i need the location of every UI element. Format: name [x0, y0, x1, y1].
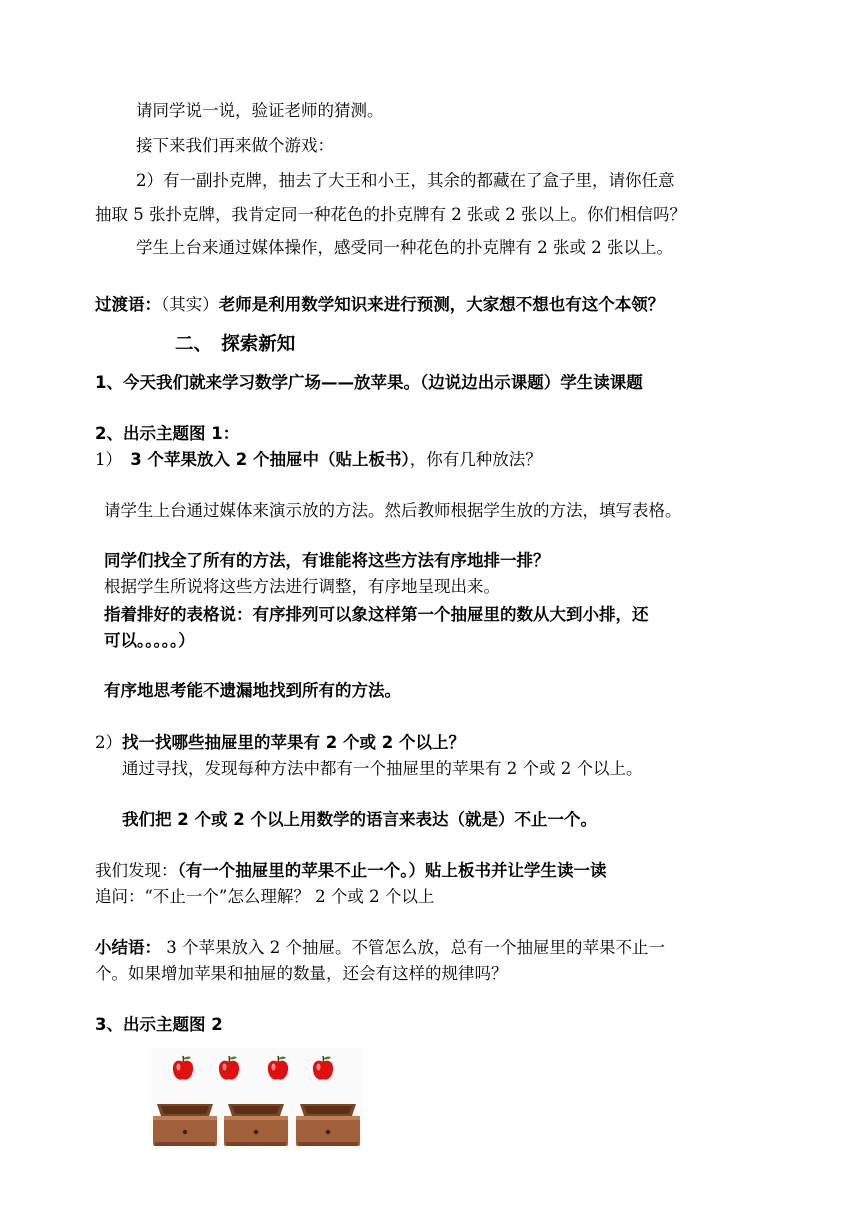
line-find: 通过寻找，发现每种方法中都有一个抽屉里的苹果有 2 个或 2 个以上。 [122, 759, 643, 778]
line-discovery [95, 859, 607, 883]
drawer-icon [296, 1102, 360, 1148]
line-show-figure-1: 2、出示主题图 1： [95, 424, 240, 443]
apple-icon [266, 1054, 290, 1082]
question-2-bold: 找一找哪些抽屉里的苹果有 2 个或 2 个以上？ [122, 733, 465, 752]
line-question-1 [95, 448, 542, 472]
line-verify: 请同学说一说，验证老师的猜测。 [136, 101, 384, 120]
drawer-icon [224, 1102, 288, 1148]
line-question-2 [95, 731, 465, 755]
line-summary-2: 个。如果增加苹果和抽屉的数量，还会有这样的规律吗？ [95, 964, 508, 983]
line-orderly-thinking: 有序地思考能不遗漏地找到所有的方法。 [104, 681, 401, 700]
transition-aside: （其实） [161, 295, 219, 314]
line-student-operate: 学生上台来通过媒体操作，感受同一种花色的扑克牌有 2 张或 2 张以上。 [136, 238, 673, 257]
section-heading: 二、 探索新知 [175, 334, 296, 355]
apple-icon [217, 1054, 241, 1082]
question-1-bold: 3 个苹果放入 2 个抽屉中（贴上板书） [130, 450, 410, 469]
line-topic-1: 1、今天我们就来学习数学广场——放苹果。（边说边出示课题）学生读课题 [95, 373, 643, 392]
drawer-icon [153, 1102, 217, 1148]
line-follow-up: 追问：“不止一个”怎么理解？ 2 个或 2 个以上 [95, 887, 435, 906]
line-poker-2: 抽取 5 张扑克牌，我肯定同一种花色的扑克牌有 2 张或 2 张以上。你们相信吗？ [95, 205, 686, 224]
line-order-question: 同学们找全了所有的方法，有谁能将这些方法有序地排一排？ [104, 551, 550, 570]
discovery-bold: （有一个抽屉里的苹果不止一个。）贴上板书并让学生读一读 [177, 861, 607, 880]
line-game-intro: 接下来我们再来做个游戏： [136, 136, 334, 155]
summary-text: 3 个苹果放入 2 个抽屉。不管怎么放，总有一个抽屉里的苹果不止一 [161, 938, 665, 957]
question-1-number: 1） [95, 450, 131, 469]
theme-figure-2 [151, 1048, 363, 1150]
line-poker-1: 2）有一副扑克牌，抽去了大王和小王，其余的都藏在了盒子里，请你任意 [136, 171, 675, 190]
line-show-figure-2: 3、出示主题图 2 [95, 1015, 223, 1034]
line-table-1: 指着排好的表格说：有序排列可以象这样第一个抽屉里的数从大到小排，还 [104, 605, 649, 624]
line-table-2: 可以。。。。。） [104, 631, 195, 650]
line-summary-1 [95, 936, 665, 960]
summary-label: 小结语： [95, 938, 161, 957]
apple-icon [171, 1054, 195, 1082]
discovery-label: 我们发现： [95, 861, 178, 880]
transition-text: 老师是利用数学知识来进行预测，大家想不想也有这个本领？ [218, 295, 665, 314]
question-2-number: 2） [95, 733, 122, 752]
question-1-tail: ，你有几种放法？ [409, 450, 542, 469]
apple-icon [311, 1054, 335, 1082]
line-transition [95, 293, 664, 317]
line-adjust: 根据学生所说将这些方法进行调整，有序地呈现出来。 [104, 577, 500, 596]
transition-label: 过渡语： [95, 295, 161, 314]
line-more-than-one: 我们把 2 个或 2 个以上用数学的语言来表达（就是）不止一个。 [122, 810, 597, 829]
line-demo: 请学生上台通过媒体来演示放的方法。然后教师根据学生放的方法，填写表格。 [104, 501, 682, 520]
